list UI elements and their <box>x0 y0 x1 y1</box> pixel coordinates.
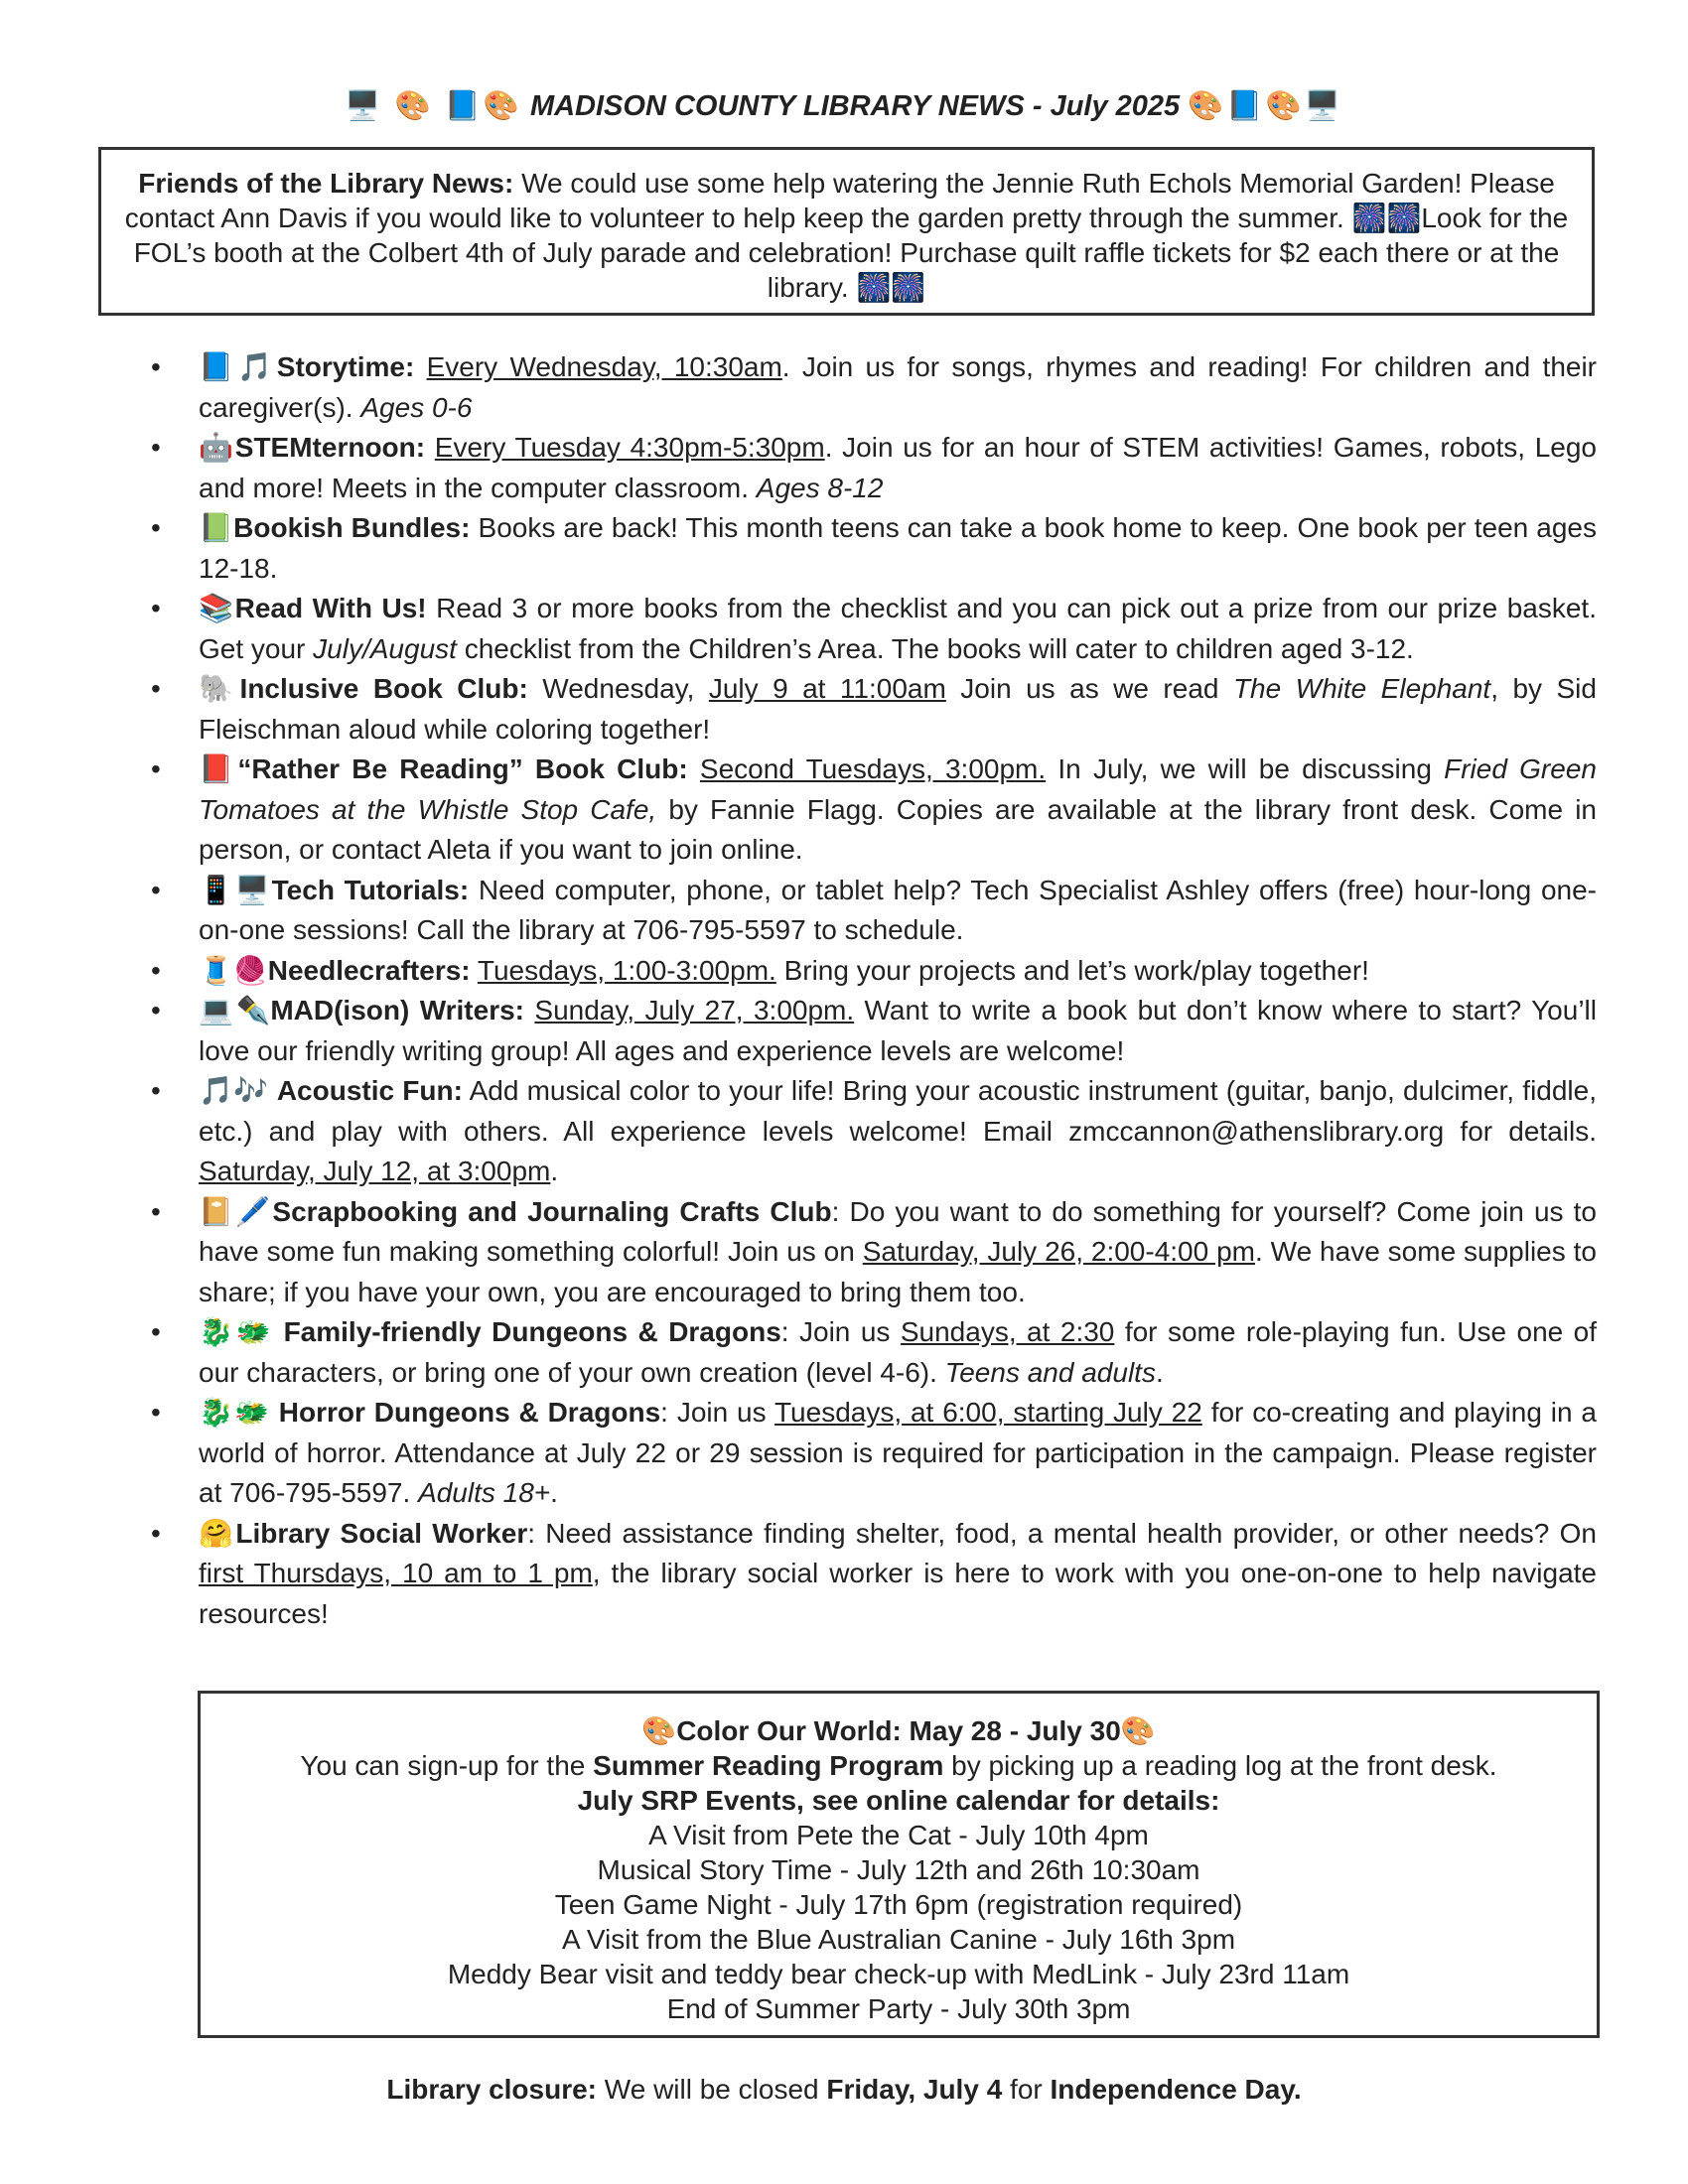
event-text: MAD(ison) Writers: <box>270 995 524 1025</box>
event-text: Teens and adults <box>944 1356 1156 1388</box>
srp-intro <box>201 1748 1597 1783</box>
event-text: Library Social Worker <box>235 1517 528 1549</box>
event-text: , the library social worker is here to work with you one-on-one to help navigate resources! <box>199 1558 1597 1629</box>
event-bookish-bundles <box>139 508 1597 589</box>
srp-event: Musical Story Time - July 12th and 26th 10:30am <box>597 1854 1200 1885</box>
event-text: The White Elephant <box>1232 673 1491 704</box>
event-text: Sundays, at 2:30 <box>900 1316 1115 1347</box>
elephant-icon: 🐘 <box>199 673 240 704</box>
event-text: Read With Us! <box>234 593 427 623</box>
dragon-icon: 🐉🐲 <box>199 1316 274 1347</box>
phone-computer-icon: 📱🖥️ <box>199 874 272 905</box>
events-list <box>139 347 1597 1634</box>
event-text: Tuesdays, at 6:00, starting July 22 <box>774 1397 1202 1428</box>
event-text: Acoustic Fun: <box>276 1075 463 1106</box>
event-text: : Join us <box>660 1397 774 1428</box>
dragon-icon: 🐉🐲 <box>199 1397 270 1428</box>
event-text: Bookish Bundles: <box>233 512 471 543</box>
book-icon: 📕 <box>199 753 238 784</box>
event-text: : Do you want to do something for yourself? Come join us to have some fun making something colorful! Join us on <box>199 1195 1597 1267</box>
palette-icon: 🎨 <box>641 1715 677 1746</box>
fireworks-icon: 🎆🎆 <box>1351 203 1422 233</box>
event-text: July 9 at 11:00am <box>708 673 946 704</box>
event-text: Books are back! This month teens can take a book home to keep. One book per teen ages 12-18. <box>199 512 1598 584</box>
event-scrapbooking <box>139 1192 1597 1313</box>
srp-event: Meddy Bear visit and teddy bear check-up with MedLink - July 23rd 11am <box>447 1959 1350 1989</box>
text-fragment: Color Our World: May 28 - July 30 <box>676 1715 1121 1746</box>
header-icons-right: 🎨📘🎨🖥️ <box>1188 90 1343 122</box>
event-text: Saturday, July 12, at 3:00pm <box>199 1156 551 1186</box>
event-read-with-us <box>139 589 1597 669</box>
event-text: . <box>550 1156 559 1186</box>
event-text: Join us as we read <box>945 673 1233 704</box>
hug-face-icon: 🤗 <box>199 1517 236 1549</box>
event-text: . <box>1155 1356 1164 1388</box>
event-stemternoon <box>139 428 1597 508</box>
event-text: Inclusive Book Club: <box>239 673 528 704</box>
event-text: Every Wednesday, 10:30am <box>426 351 782 382</box>
event-text: Bring your projects and let’s work/play together! <box>775 954 1369 986</box>
event-tech-tutorials <box>139 871 1597 951</box>
event-text: Tech Tutorials: <box>271 874 470 905</box>
books-icon: 📚 <box>199 593 235 623</box>
fireworks-icon: 🎆🎆 <box>856 272 926 303</box>
srp-events-heading: July SRP Events, see online calendar for details: <box>577 1785 1220 1816</box>
event-text: Need computer, phone, or tablet help? Tech Specialist Ashley offers (free) hour-long one-on-one sessions! Call the library at 706-795-5597 to schedule. <box>199 874 1597 945</box>
event-text: Add musical color to your life! Bring your acoustic instrument (guitar, banjo, dulcimer, fiddle, etc.) and play with others. All experience levels welcome! Email zmccannon@athenslibrary.org for details. <box>199 1075 1598 1147</box>
event-text: checklist from the Children’s Area. The books will cater to children aged 3-12. <box>456 632 1414 664</box>
summer-reading-box <box>198 1691 1600 2038</box>
event-text: In July, we will be discussing <box>1046 753 1445 784</box>
text-fragment: Independence Day. <box>1050 2074 1302 2105</box>
text-fragment: Summer Reading Program <box>593 1750 944 1781</box>
book-music-icon: 📘🎵 <box>199 351 277 382</box>
text-fragment: by picking up a reading log at the front desk. <box>943 1750 1497 1781</box>
event-text: Every Tuesday 4:30pm-5:30pm <box>434 432 825 463</box>
thread-yarn-icon: 🧵🧶 <box>199 954 268 986</box>
srp-event: End of Summer Party - July 30th 3pm <box>666 1993 1131 2024</box>
event-text: , by Sid Fleischman aloud while coloring together! <box>199 673 1597 745</box>
fol-line2: Look for the FOL’s booth at the Colbert 4th of July parade and celebration! Purchase quilt raffle tickets for $2 each there or at the library. <box>133 203 1569 303</box>
event-text: by Fannie Flagg. Copies are available at the library front desk. Come in person, or contact Aleta if you want to join online. <box>199 793 1597 865</box>
event-madison-writers <box>139 991 1597 1071</box>
event-text: STEMternoon: <box>234 432 426 463</box>
library-closure-notice <box>99 2072 1589 2107</box>
header-icons-left: 🖥️ 🎨 📘🎨 <box>345 90 522 122</box>
srp-event: Teen Game Night - July 17th 6pm (registration required) <box>554 1889 1243 1920</box>
event-text: Second Tuesdays, 3:00pm. <box>699 753 1047 784</box>
book-icon: 📗 <box>199 512 234 543</box>
event-text: Ages 8-12 <box>756 472 884 503</box>
srp-event: A Visit from Pete the Cat - July 10th 4pm <box>648 1820 1149 1850</box>
event-text: Tuesdays, 1:00-3:00pm. <box>477 954 776 986</box>
text-fragment: Library closure: <box>386 2074 598 2105</box>
event-rather-be-reading <box>139 750 1597 871</box>
robot-icon: 🤖 <box>199 432 235 463</box>
fol-line1: We could use some help watering the Jennie Ruth Echols Memorial Garden! Please contact Ann Davis if you would like to volunteer to help keep the garden pretty through the summer. <box>124 168 1555 233</box>
event-text: for co-creating and playing in a world of horror. Attendance at July 22 or 29 session is required for participation in the campaign. Please register at 706-795-5597. <box>199 1397 1598 1508</box>
newsletter-title <box>99 89 1589 123</box>
event-social-worker <box>139 1514 1597 1635</box>
notebook-pen-icon: 📔🖊️ <box>199 1195 273 1227</box>
srp-event: A Visit from the Blue Australian Canine - July 16th 3pm <box>561 1924 1236 1955</box>
event-needlecrafters <box>139 951 1597 992</box>
palette-icon: 🎨 <box>1120 1715 1156 1746</box>
event-text: first Thursdays, 10 am to 1 pm <box>199 1558 593 1588</box>
text-fragment: Friday, July 4 <box>826 2074 1003 2105</box>
laptop-pen-icon: 💻✒️ <box>199 995 271 1025</box>
event-text: : Join us <box>780 1316 901 1347</box>
event-text: . Join us for an hour of STEM activities! Games, robots, Lego and more! Meets in the computer classroom. <box>199 432 1597 503</box>
event-text: Horror Dungeons & Dragons <box>278 1397 661 1428</box>
event-horror-dnd <box>139 1393 1597 1514</box>
event-text: Storytime: <box>276 351 415 382</box>
title-text: MADISON COUNTY LIBRARY NEWS - July 2025 <box>529 90 1181 122</box>
event-text: Saturday, July 26, 2:00-4:00 pm <box>862 1236 1255 1267</box>
text-fragment: You can sign-up for the <box>300 1750 594 1781</box>
event-text: Wednesday, <box>527 673 709 704</box>
event-text: Needlecrafters: <box>267 954 471 986</box>
event-text: “Rather Be Reading” Book Club: <box>237 753 688 784</box>
event-text: July/August <box>313 632 457 664</box>
event-text: Sunday, July 27, 3:00pm. <box>534 995 855 1025</box>
event-text: . We have some supplies to share; if you have your own, you are encouraged to bring them too. <box>199 1236 1598 1307</box>
event-text: Read 3 or more books from the checklist and you can pick out a prize from our prize basket. Get your <box>199 593 1597 664</box>
event-text: Want to write a book but don’t know where to start? You’ll love our friendly writing group! All ages and experience levels are welcome! <box>199 995 1597 1066</box>
event-text: for some role-playing fun. Use one of our characters, or bring one of your own creation (level 4-6). <box>199 1316 1598 1388</box>
srp-heading <box>201 1713 1597 1748</box>
event-storytime <box>139 347 1597 428</box>
event-text: Family-friendly Dungeons & Dragons <box>283 1316 781 1347</box>
text-fragment: We will be closed <box>597 2074 827 2105</box>
event-text: Scrapbooking and Journaling Crafts Club <box>272 1195 832 1227</box>
event-text: : Need assistance finding shelter, food, a mental health provider, or other needs? On <box>527 1517 1597 1549</box>
event-inclusive-book-club <box>139 669 1597 750</box>
event-acoustic-fun <box>139 1071 1597 1192</box>
event-text: . <box>550 1477 558 1508</box>
event-text: Adults 18+ <box>418 1477 551 1508</box>
event-text: Fried Green Tomatoes at the Whistle Stop Cafe, <box>199 753 1597 825</box>
event-family-dnd <box>139 1312 1597 1393</box>
friends-of-library-box <box>98 147 1595 316</box>
event-text: Ages 0-6 <box>360 391 473 423</box>
event-text: . Join us for songs, rhymes and reading! For children and their caregiver(s). <box>199 351 1598 423</box>
music-notes-icon: 🎵🎶 <box>199 1075 269 1106</box>
text-fragment: for <box>1002 2074 1051 2105</box>
fol-label: Friends of the Library News: <box>138 168 514 199</box>
